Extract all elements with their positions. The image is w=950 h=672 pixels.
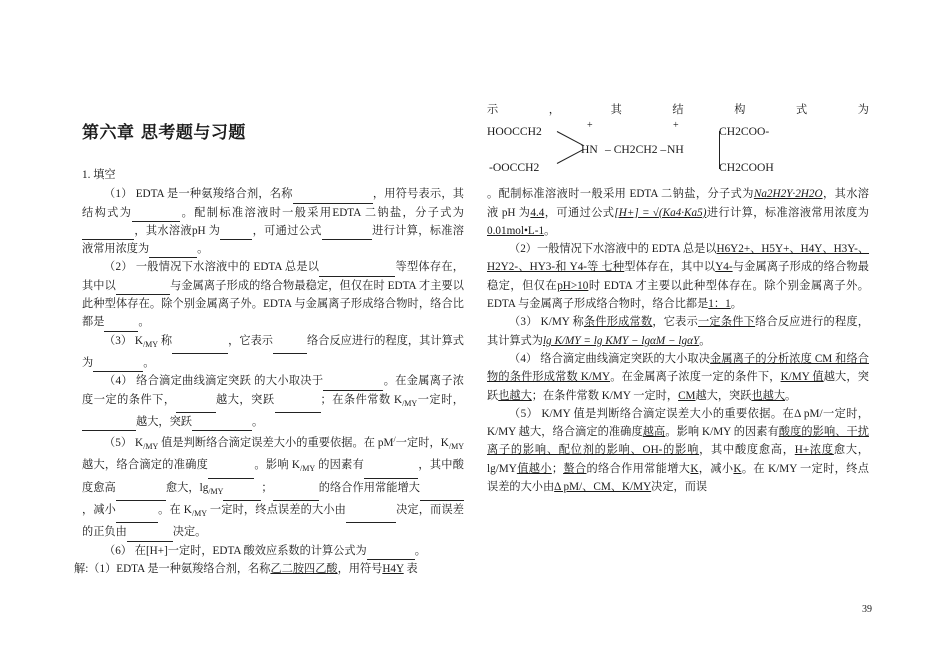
blank xyxy=(323,378,383,391)
ch2cooh-group: CH2COOH xyxy=(719,161,774,175)
question-4: （4） 络合滴定曲线滴定突跃 的大小取决于 。在金属离子浓度一定的条件下， 越大，突跃 ；在条件常数 $K_{/MY}$一定时，越大，突跃 。 xyxy=(82,372,464,431)
structure-lead-line: 示 ， 其 结 构 式 为 xyxy=(487,104,869,116)
left-column xyxy=(74,166,464,578)
ch2coo-group: CH2COO- xyxy=(719,125,770,139)
blank xyxy=(275,400,321,413)
blank xyxy=(273,488,319,501)
blank xyxy=(273,341,307,354)
question-heading: 1. 填空 xyxy=(82,169,116,181)
blank xyxy=(367,547,415,560)
answer-4: （4） 络合滴定曲线滴定突跃的大小取决金属离子的分析浓度 CM 和络合物的条件形成常数 K/MY。在金属离子浓度一定的条件下，K/MY 值越大，突跃也越大；在条件常数 K/MY 一定时，CM越大，突跃也越大。 xyxy=(487,352,869,402)
blank xyxy=(116,488,166,501)
blank xyxy=(208,466,254,479)
ooc-group: -OOCCH2 xyxy=(489,161,540,175)
hn-group: HN xyxy=(581,143,598,157)
answer-3: （3） K/MY 称条件形成常数，它表示一定条件下络合反应进行的程度，其计算式为lg K/MY = lg KMY − lgαM − lgαY。 xyxy=(487,316,869,347)
chapter-title: 第六章 思考题与习题 xyxy=(82,123,246,143)
blank xyxy=(127,529,173,542)
bond-line xyxy=(557,131,584,146)
blank xyxy=(82,418,136,431)
question-1: （1） EDTA 是一种氨羧络合剂，名称 ，用符号表示，其结构式为 。配制标准溶液时一般采用EDTA 二钠盐，分子式为，其水溶液pH 为 ，可通过公式 进行计算，标准溶液常用浓度为 。 xyxy=(82,185,464,258)
question-2: （2） 一般情况下水溶液中的 EDTA 总是以 等型体存在，其中以 与金属离子形成的络合物最稳定，但仅在时 EDTA 才主要以此种型体存在。除个别金属离子外。EDTA 与金属离子形成络合物时，络合比都是 。 xyxy=(82,258,464,331)
answer-2: （2）一般情况下水溶液中的 EDTA 总是以H6Y2+、H5Y+、H4Y、H3Y-、H2Y2-、HY3-和 Y4-等 七种型体存在，其中以Y4-与金属离子形成的络合物最稳定，但仅在pH>10时 EDTA 才主要以此种型体存在。除个别金属离子外。EDTA 与金属离子形成络合物时，络合比都是1：1。 xyxy=(487,243,870,311)
nh-group: NH xyxy=(667,143,684,157)
blank xyxy=(176,400,216,413)
blank xyxy=(132,209,180,222)
question-5: （5） $K_{/MY}$ 值是判断络合滴定误差大小的重要依据。在 pM/一定时，$K_{/MY}$ 越大，络合滴定的准确度 。影响 $K_{/MY}$ 的因素有 ，其中酸度愈高 愈大，$\lg_{/MY}$ ； 的络合作用常能增大，减小 。在 $K_{/MY}$ 一定时，终点误差的大小由 决定，而误差的正负由 决定。 xyxy=(82,431,464,541)
blank xyxy=(293,191,373,204)
page-number: 39 xyxy=(862,604,872,615)
blank xyxy=(172,341,228,354)
blank xyxy=(346,510,396,523)
answer-1: 。配制标准溶液时一般采用 EDTA 二钠盐，分子式为Na2H2Y·2H2O，其水溶液 pH 为4.4，可通过公式[H+] = √(Ka4·Ka5)进行计算，标准溶液常用浓度为0.01mol•L-1。 xyxy=(487,188,869,237)
answer-1-start: 解:（1）EDTA 是一种氨羧络合剂，名称乙二胺四乙酸，用符号H4Y 表 xyxy=(74,562,418,575)
blank xyxy=(192,418,252,431)
question-3: （3） $K_{/MY}$ 称 ，它表示 络合反应进行的程度，其计算式为 。 xyxy=(82,332,464,373)
blank xyxy=(364,466,418,479)
blank xyxy=(116,510,158,523)
hooc-group: HOOCCH2 xyxy=(487,125,542,139)
blank xyxy=(116,282,170,295)
blank xyxy=(220,227,252,240)
blank xyxy=(420,488,464,501)
blank xyxy=(104,319,138,332)
blank xyxy=(149,245,197,258)
blank xyxy=(93,359,143,372)
question-6: （6） 在[H+]一定时，EDTA 酸效应系数的计算公式为 。 xyxy=(82,542,464,560)
bond-line xyxy=(557,149,584,164)
blank xyxy=(223,488,261,501)
ethylene-chain: – CH2CH2 – xyxy=(605,143,667,157)
edta-structure: HOOCCH2 -OOCCH2 + HN – CH2CH2 – + NH CH2COO- CH2COOH xyxy=(487,119,869,185)
blank xyxy=(82,227,134,240)
answer-5: （5） K/MY 值是判断络合滴定误差大小的重要依据。在Δ pM/一定时，K/MY 越大，络合滴定的准确度越高。影响 K/MY 的因素有酸度的影响、干扰离子的影响、配位剂的影响、OH-的影响，其中酸度愈高，H+浓度愈大，lg/MY值越小；螯合的络合作用常能增大K，减小K。在 K/MY 一定时，终点误差的大小由Δ pM/、CM、K/MY决定，而误 xyxy=(487,407,869,494)
blank xyxy=(322,227,372,240)
right-column xyxy=(487,101,869,496)
blank xyxy=(319,264,395,277)
